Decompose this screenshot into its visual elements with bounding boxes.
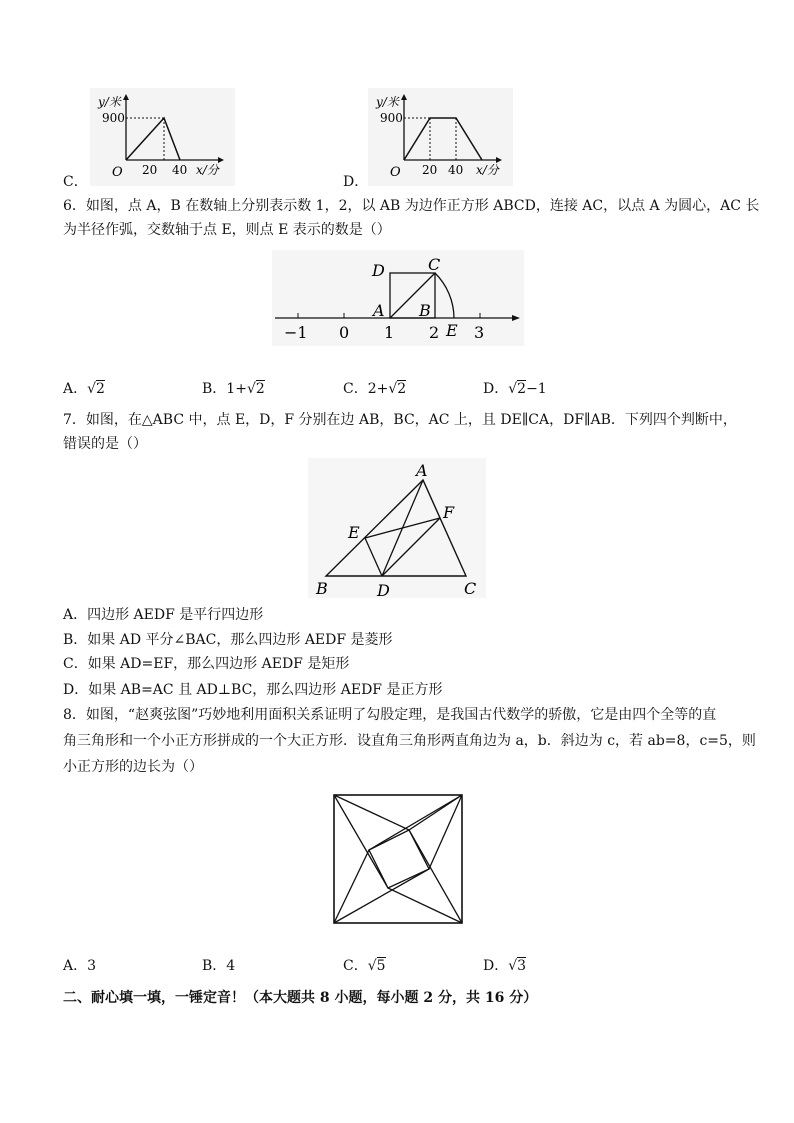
- sqrt-sign: √: [508, 958, 518, 974]
- q6-option-a[interactable]: A．√2: [63, 381, 105, 397]
- q5d-y-label: y/米: [376, 95, 399, 109]
- q7-label-a: A: [416, 461, 428, 480]
- q7-stem-line2: 错误的是（）: [63, 436, 147, 452]
- q6-label-a: A: [373, 301, 385, 320]
- q7-stem-line1: 7．如图，在△ABC 中，点 E，D，F 分别在边 AB，BC，AC 上，且 DE∥CA，DF∥AB．下列四个判断中，: [63, 412, 737, 428]
- q5c-20: 20: [142, 163, 158, 177]
- q8-option-d[interactable]: D．√3: [483, 958, 527, 974]
- sqrt-sign: √: [508, 381, 518, 397]
- q7-option-b[interactable]: B．如果 AD 平分∠BAC，那么四边形 AEDF 是菱形: [63, 632, 393, 648]
- q6-tick-minus1: −1: [284, 323, 308, 342]
- q6-label-c: C: [428, 255, 441, 274]
- sqrt-sign: √: [87, 381, 97, 397]
- q7-triangle-figure: [308, 458, 488, 600]
- q5-option-c-label: C．: [63, 174, 88, 190]
- q6-label-b: B: [419, 301, 431, 320]
- q8-stem-line3: 小正方形的边长为（）: [63, 759, 203, 775]
- q6-tick-3: 3: [474, 323, 485, 342]
- q6-option-c[interactable]: C．2+√2: [343, 381, 407, 397]
- q7-option-c[interactable]: C．如果 AD=EF，那么四边形 AEDF 是矩形: [63, 656, 350, 672]
- q5c-x-label: x/分: [196, 163, 219, 177]
- q5d-x-label: x/分: [476, 163, 499, 177]
- q7-option-d[interactable]: D．如果 AB=AC 且 AD⊥BC，那么四边形 AEDF 是正方形: [63, 682, 443, 698]
- section-2-heading: 二、耐心填一填，一锤定音！（本大题共 8 小题，每小题 2 分，共 16 分）: [63, 990, 538, 1006]
- q5c-900: 900: [102, 111, 125, 125]
- q5d-20: 20: [422, 163, 438, 177]
- q7-label-b: B: [316, 579, 328, 598]
- sqrt-sign: √: [388, 381, 398, 397]
- q8-option-c[interactable]: C．√5: [343, 958, 386, 974]
- q8-zhao-shuang-diagram: [333, 794, 465, 926]
- q6-stem-line2: 为半径作弧，交数轴于点 E，则点 E 表示的数是（）: [63, 222, 391, 238]
- q6-label-e: E: [446, 321, 458, 340]
- q8-option-b[interactable]: B．4: [202, 958, 236, 974]
- q6-tick-2: 2: [429, 323, 440, 342]
- q7-label-f: F: [443, 503, 455, 522]
- q5d-origin: O: [390, 165, 401, 180]
- q6-option-b[interactable]: B．1+√2: [202, 381, 265, 397]
- q6-number-line-figure: [272, 250, 527, 348]
- q6-stem-line1: 6．如图，点 A，B 在数轴上分别表示数 1，2，以 AB 为边作正方形 ABCD，连接 AC，以点 A 为圆心，AC 长: [63, 198, 760, 214]
- q6-tick-0: 0: [339, 323, 350, 342]
- q6-tick-1: 1: [384, 323, 395, 342]
- q7-option-a[interactable]: A．四边形 AEDF 是平行四边形: [63, 607, 264, 623]
- q6-option-d[interactable]: D．√2−1: [483, 381, 547, 397]
- q5c-40: 40: [172, 163, 188, 177]
- q5-graph-d: [368, 88, 518, 188]
- q8-stem-line2: 角三角形和一个小正方形拼成的一个大正方形．设直角三角形两直角边为 a，b．斜边为 c，若 ab=8，c=5，则: [63, 733, 756, 749]
- q6-label-d: D: [372, 261, 385, 280]
- q5-graph-c: [90, 88, 240, 188]
- q7-label-d: D: [377, 581, 390, 600]
- q5-option-d-label: D．: [343, 174, 369, 190]
- q5c-y-label: y/米: [98, 95, 121, 109]
- q5d-40: 40: [448, 163, 464, 177]
- q5c-origin: O: [112, 165, 123, 180]
- q8-option-a[interactable]: A．3: [63, 958, 97, 974]
- q5d-900: 900: [380, 111, 403, 125]
- sqrt-sign: √: [246, 381, 256, 397]
- sqrt-sign: √: [367, 958, 377, 974]
- q7-label-e: E: [348, 523, 360, 542]
- q8-stem-line1: 8．如图，“赵爽弦图”巧妙地利用面积关系证明了勾股定理，是我国古代数学的骄傲，它是由四个全等的直: [63, 707, 717, 723]
- q7-label-c: C: [464, 579, 477, 598]
